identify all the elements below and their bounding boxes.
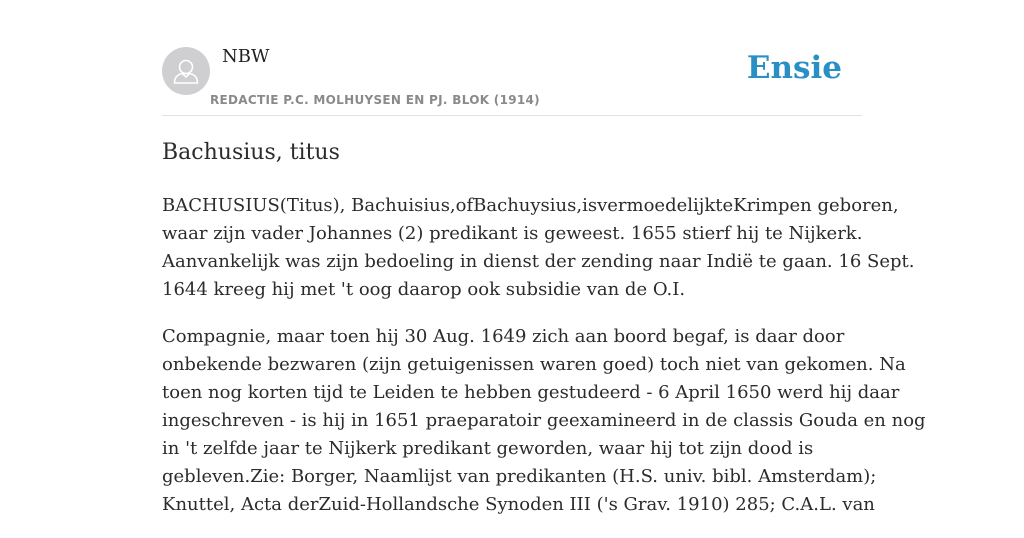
author-name[interactable]: NBW <box>222 46 270 67</box>
paragraph-line: Knuttel, Acta derZuid-Hollandsche Synoden III ('s Grav. 1910) 285; C.A.L. van <box>162 494 875 515</box>
paragraph-line: in 't zelfde jaar te Nijkerk predikant geworden, waar hij tot zijn dood is <box>162 438 814 459</box>
paragraph-line: Aanvankelijk was zijn bedoeling in dienst der zending naar Indië te gaan. 16 Sept. <box>162 251 915 272</box>
article-title: Bachusius, titus <box>162 140 340 165</box>
paragraph <box>162 323 926 519</box>
paragraph-line: onbekende bezwaren (zijn getuigenissen waren goed) toch niet van gekomen. Na <box>162 354 906 375</box>
paragraph-line: 1644 kreeg hij met 't oog daarop ook subsidie van de O.I. <box>162 279 686 300</box>
paragraph-line: ingeschreven - is hij in 1651 praeparatoir geexamineerd in de classis Gouda en nog <box>162 410 926 431</box>
article-header <box>162 0 862 116</box>
paragraph-line: Compagnie, maar toen hij 30 Aug. 1649 zich aan boord begaf, is daar door <box>162 326 845 347</box>
article-page <box>162 0 926 515</box>
paragraph-line: toen nog korten tijd te Leiden te hebben gestudeerd - 6 April 1650 werd hij daar <box>162 382 900 403</box>
user-icon <box>162 47 210 95</box>
ensie-logo[interactable]: Ensie <box>746 50 842 86</box>
paragraph-line: waar zijn vader Johannes (2) predikant is geweest. 1655 stierf hij te Nijkerk. <box>162 223 863 244</box>
paragraph <box>162 192 915 304</box>
paragraph-line: gebleven.Zie: Borger, Naamlijst van predikanten (H.S. univ. bibl. Amsterdam); <box>162 466 877 487</box>
editors-subtitle: REDACTIE P.C. MOLHUYSEN EN PJ. BLOK (1914) <box>210 93 540 107</box>
author-avatar[interactable] <box>162 47 210 95</box>
article-body <box>162 192 926 538</box>
paragraph-line: BACHUSIUS(Titus), Bachuisius,ofBachuysius,isvermoedelijkteKrimpen geboren, <box>162 195 899 216</box>
